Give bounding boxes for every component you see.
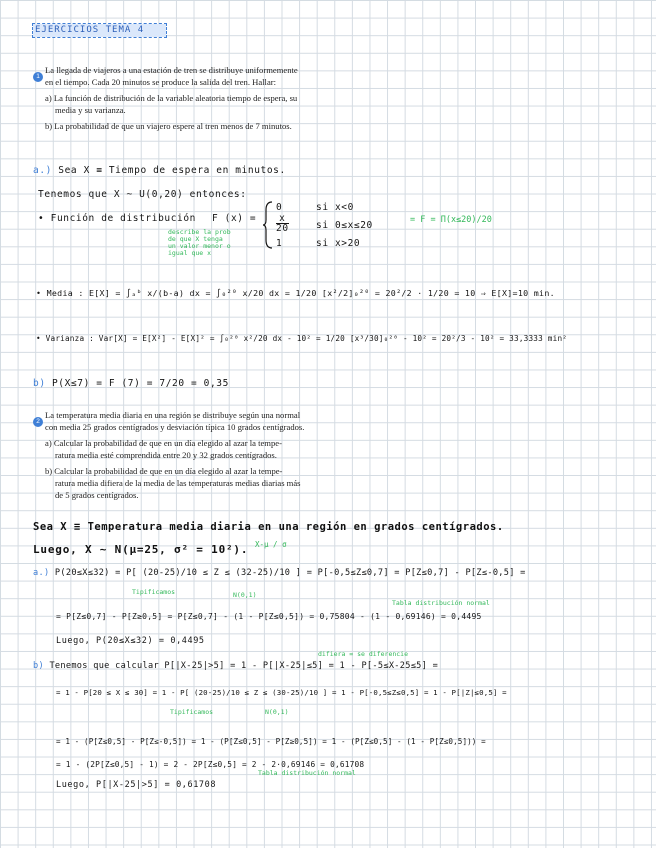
question-1-line: en el tiempo. Cada 20 minutos se produce la salida del tren. Hallar: bbox=[45, 77, 277, 87]
question-2-part-b-cont: de 5 grados centígrados. bbox=[55, 490, 139, 500]
question-1-statement bbox=[45, 64, 365, 132]
condition-3: si x>20 bbox=[316, 238, 361, 249]
question-1-line: La llegada de viajeros a una estación de tren se distribuye uniformemente bbox=[45, 65, 298, 75]
distribution-function-lhs: F (x) = bbox=[212, 213, 257, 224]
solution-2a-result: Luego, P(20≤X≤32) = 0,4495 bbox=[56, 636, 205, 646]
standardize-annotation-2: Tipificamos bbox=[170, 708, 214, 716]
standard-normal-annotation: N(0,1) bbox=[233, 591, 257, 599]
question-2-line: con media 25 grados centígrados y desviación típica 10 grados centígrados. bbox=[45, 422, 305, 432]
question-1-part-b: b) La probabilidad de que un viajero espere al tren menos de 7 minutos. bbox=[45, 121, 292, 131]
distribution-function-note: = F = Π(x≤20)/20 bbox=[410, 215, 492, 225]
question-1-part-a-cont: media y su varianza. bbox=[55, 105, 126, 115]
question-2-part-a-cont: ratura media esté comprendida entre 20 y 32 grados centígrados. bbox=[55, 450, 277, 460]
solution-2b-result: Luego, P[|X-25|>5] = 0,61708 bbox=[56, 780, 217, 790]
variable-definition-2: Sea X ≡ Temperatura media diaria en una región en grados centígrados. bbox=[33, 521, 504, 533]
condition-1: si x<0 bbox=[316, 202, 354, 213]
variance-derivation: • Varianza : Var[X] = E[X²] - E[X]² = ∫₀²⁰ x²/20 dx - 10² = 1/20 [x³/30]₀²⁰ - 10² = 20²/3 - 10² = 33,3333 min² bbox=[36, 334, 568, 343]
fraction-denominator: 20 bbox=[276, 223, 289, 234]
standardization-note: X-μ / σ bbox=[255, 540, 287, 549]
question-2-part-a: a) Calcular la probabilidad de que en un día elegido al azar la tempe- bbox=[45, 438, 282, 448]
distribution-statement: Tenemos que X ~ U(0,20) entonces: bbox=[38, 189, 247, 200]
normal-table-annotation: Tabla distribución normal bbox=[392, 599, 490, 607]
normal-distribution-statement: Luego, X ~ N(μ=25, σ² = 10²). bbox=[33, 543, 249, 556]
condition-2: si 0≤x≤20 bbox=[316, 220, 373, 231]
solution-2b-line-2: = 1 - P[20 ≤ X ≤ 30] = 1 - P[ (20-25)/10 ≤ Z ≤ (30-25)/10 ] = 1 - P[-0,5≤Z≤0,5] = 1 - P[|Z|≤0,5] = bbox=[56, 688, 507, 697]
question-2-part-b: b) Calcular la probabilidad de que en un día elegido al azar la tempe- bbox=[45, 466, 283, 476]
piece-value-zero: 0 bbox=[276, 202, 283, 213]
question-1-number-badge: 1 bbox=[33, 65, 43, 83]
standard-normal-annotation-2: N(0,1) bbox=[265, 708, 289, 716]
question-2-number-badge: 2 bbox=[33, 410, 43, 428]
standardize-annotation: Tipificamos bbox=[132, 588, 176, 596]
part-b-label: b) bbox=[33, 661, 44, 671]
distribution-function-label: • Función de distribución bbox=[38, 213, 196, 224]
page-title: EJERCICIOS TEMA 4 bbox=[33, 24, 166, 37]
question-2-statement bbox=[45, 409, 365, 501]
solution-2b-line-1: b) Tenemos que calcular P[|X-25|>5] = 1 - P[|X-25|≤5] = 1 - P[-5≤X-25≤5] = bbox=[33, 661, 439, 671]
question-2-line: La temperatura media diaria en una región se distribuye según una normal bbox=[45, 410, 301, 420]
variable-definition: Sea X ≡ Tiempo de espera en minutos. bbox=[58, 165, 286, 176]
solution-1a-heading bbox=[33, 165, 286, 176]
solution-2b-line-3: = 1 - (P[Z≤0,5] - P[Z≤-0,5]) = 1 - (P[Z≤0,5] - P[Z≥0,5]) = 1 - (P[Z≤0,5] - (1 - P[Z≤0,5])) = bbox=[56, 737, 486, 746]
normal-table-annotation-2: Tabla distribución normal bbox=[258, 769, 356, 777]
part-a-label: a.) bbox=[33, 165, 52, 176]
part-a-label: a.) bbox=[33, 568, 50, 578]
question-1-part-a: a) La función de distribución de la variable aleatoria tiempo de espera, su bbox=[45, 93, 298, 103]
distribution-function-annotation: describe la prob de que X tenga un valor menor o igual que x bbox=[168, 228, 231, 257]
definition-annotation: difiera = se diferencie bbox=[318, 650, 409, 658]
question-2-part-b-cont: ratura media difiera de la media de las temperaturas medias diarias más bbox=[55, 478, 301, 488]
part-b-label: b) bbox=[33, 378, 46, 389]
solution-2a-line-1: a.) P(20≤X≤32) = P[ (20-25)/10 ≤ Z ≤ (32-25)/10 ] = P[-0,5≤Z≤0,7] = P[Z≤0,7] - P[Z≤-0,5] = bbox=[33, 568, 526, 578]
piecewise-brace bbox=[262, 200, 274, 250]
solution-2a-line-2: = P[Z≤0,7] - P[Z≥0,5] = P[Z≤0,7] - (1 - P[Z≤0,5]) = 0,75804 - (1 - 0,69146) = 0,4495 bbox=[56, 612, 482, 621]
probability-result: P(X≤7) = F (7) = 7/20 = 0,35 bbox=[51, 378, 229, 389]
piece-value-fraction bbox=[276, 214, 289, 233]
fraction-numerator: x bbox=[279, 213, 286, 224]
mean-derivation: • Media : E[X] = ∫ₐᵇ x/(b-a) dx = ∫₀²⁰ x/20 dx = 1/20 [x²/2]₀²⁰ = 20²/2 · 1/20 = 10 ⇒ E[X]=10 min. bbox=[36, 288, 555, 298]
solution-2b-line-4: = 1 - (2P[Z≤0,5] - 1) = 2 - 2P[Z≤0,5] = 2 - 2·0,69146 = 0,61708 bbox=[56, 760, 365, 769]
piece-value-one: 1 bbox=[276, 238, 283, 249]
solution-1b bbox=[33, 378, 229, 389]
